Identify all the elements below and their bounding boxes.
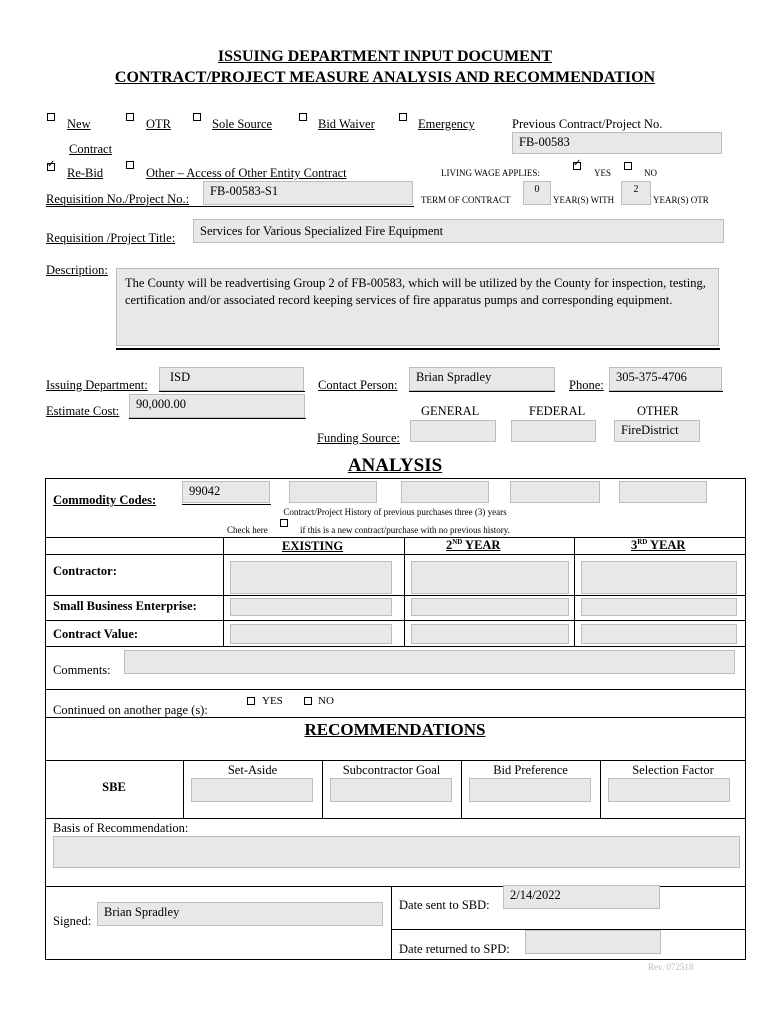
analysis-title: ANALYSIS xyxy=(347,455,443,476)
set-aside-header: Set-Aside xyxy=(227,763,278,777)
living-wage-label: LIVING WAGE APPLIES: xyxy=(441,168,540,178)
date-returned-label: Date returned to SPD: xyxy=(399,942,510,956)
commodity-code-1[interactable]: 99042 xyxy=(182,481,270,503)
other-checkbox[interactable] xyxy=(126,161,134,169)
sbe-2nd-year-field[interactable] xyxy=(411,598,569,616)
commodity-underline xyxy=(182,504,271,505)
grid-line xyxy=(45,760,746,761)
contractor-existing-field[interactable] xyxy=(230,561,392,594)
phone-label: Phone: xyxy=(569,378,604,392)
contractor-2nd-year-field[interactable] xyxy=(411,561,569,594)
grid-line xyxy=(45,554,746,555)
estimate-cost-field[interactable]: 90,000.00 xyxy=(129,394,305,418)
living-wage-yes-label: YES xyxy=(594,168,612,178)
other-label: Other – Access of Other Entity Contract xyxy=(146,166,347,180)
contractor-label: Contractor: xyxy=(53,564,117,578)
requisition-title-label: Requisition /Project Title: xyxy=(46,231,176,245)
living-wage-no-label: NO xyxy=(644,168,657,178)
description-label: Description: xyxy=(46,263,108,277)
description-field[interactable]: The County will be readvertising Group 2 of FB-00583, which will be utilized by the County for inspection, testing, certification and/or associated record keeping services of fire apparatus pumps and corresponding equipment. xyxy=(116,268,719,346)
contractor-3rd-year-field[interactable] xyxy=(581,561,737,594)
date-sent-field[interactable]: 2/14/2022 xyxy=(503,885,660,909)
funding-source-label: Funding Source: xyxy=(317,431,400,445)
bid-waiver-label: Bid Waiver xyxy=(318,117,375,131)
commodity-code-3[interactable] xyxy=(401,481,489,503)
signed-label: Signed: xyxy=(53,914,92,928)
term-years-label: YEAR(S) WITH xyxy=(553,195,615,205)
issuing-department-label: Issuing Department: xyxy=(46,378,148,392)
new-history-checkbox[interactable] xyxy=(280,519,288,527)
grid-line xyxy=(404,537,405,646)
otr-label: OTR xyxy=(146,117,171,131)
continued-label: Continued on another page (s): xyxy=(53,703,208,717)
rebid-checkbox[interactable] xyxy=(47,163,55,171)
issuing-department-field[interactable]: ISD xyxy=(159,367,304,391)
commodity-codes-label: Commodity Codes: xyxy=(53,493,157,507)
continued-no-checkbox[interactable] xyxy=(304,697,312,705)
rebid-label: Re-Bid xyxy=(67,166,104,180)
phone-underline xyxy=(609,391,723,392)
funding-federal-label: FEDERAL xyxy=(529,404,586,418)
description-underline xyxy=(116,348,720,350)
estimate-cost-underline xyxy=(129,418,306,419)
continued-yes-checkbox[interactable] xyxy=(247,697,255,705)
basis-label: Basis of Recommendation: xyxy=(53,821,189,835)
selection-factor-header: Selection Factor xyxy=(632,763,714,777)
grid-line xyxy=(574,537,575,646)
third-year-header: 3RD YEAR xyxy=(631,538,686,553)
contact-person-field[interactable]: Brian Spradley xyxy=(409,367,555,391)
grid-line xyxy=(45,818,746,819)
bid-preference-header: Bid Preference xyxy=(493,763,568,777)
commodity-code-5[interactable] xyxy=(619,481,707,503)
commodity-code-2[interactable] xyxy=(289,481,377,503)
requisition-no-field[interactable]: FB-00583-S1 xyxy=(203,181,413,205)
value-2nd-year-field[interactable] xyxy=(411,624,569,644)
grid-line xyxy=(45,620,746,621)
subcontractor-goal-field[interactable] xyxy=(330,778,452,802)
document-subtitle: CONTRACT/PROJECT MEASURE ANALYSIS AND RECOMMENDATION xyxy=(114,69,656,86)
grid-line xyxy=(45,595,746,596)
emergency-checkbox[interactable] xyxy=(399,113,407,121)
commodity-code-4[interactable] xyxy=(510,481,600,503)
date-sent-label: Date sent to SBD: xyxy=(399,898,490,912)
estimate-cost-label: Estimate Cost: xyxy=(46,404,120,418)
comments-field[interactable] xyxy=(124,650,735,674)
grid-line xyxy=(45,717,746,718)
history-text: Contract/Project History of previous purchases three (3) years xyxy=(283,507,507,517)
contact-person-underline xyxy=(409,391,555,392)
bid-waiver-checkbox[interactable] xyxy=(299,113,307,121)
check-here-text: if this is a new contract/purchase with no previous history. xyxy=(300,525,510,535)
sbe-label: SBE xyxy=(102,780,126,794)
recommendations-title: RECOMMENDATIONS xyxy=(304,720,486,739)
term-label: TERM OF CONTRACT xyxy=(421,195,511,205)
previous-contract-field[interactable]: FB-00583 xyxy=(512,132,722,154)
funding-federal-field[interactable] xyxy=(511,420,596,442)
value-existing-field[interactable] xyxy=(230,624,392,644)
requisition-no-label: Requisition No./Project No.: xyxy=(46,192,190,206)
document-title: ISSUING DEPARTMENT INPUT DOCUMENT xyxy=(217,48,553,65)
sbe-3rd-year-field[interactable] xyxy=(581,598,737,616)
emergency-label: Emergency xyxy=(418,117,475,131)
sole-source-label: Sole Source xyxy=(212,117,273,131)
existing-header: EXISTING xyxy=(282,539,344,553)
funding-other-field[interactable]: FireDistrict xyxy=(614,420,700,442)
selection-factor-field[interactable] xyxy=(608,778,730,802)
new-label-contract: Contract xyxy=(69,142,113,156)
term-otr-label: YEAR(S) OTR xyxy=(653,195,709,205)
contact-person-label: Contact Person: xyxy=(318,378,398,392)
bid-preference-field[interactable] xyxy=(469,778,591,802)
funding-other-label: OTHER xyxy=(637,404,679,418)
living-wage-no-checkbox[interactable] xyxy=(624,162,632,170)
small-business-label: Small Business Enterprise: xyxy=(53,599,197,613)
date-returned-field[interactable] xyxy=(525,930,661,954)
new-label: New xyxy=(67,117,91,131)
value-3rd-year-field[interactable] xyxy=(581,624,737,644)
term-otr-field[interactable]: 2 xyxy=(621,181,651,205)
signed-field[interactable]: Brian Spradley xyxy=(97,902,383,926)
continued-no-label: NO xyxy=(318,695,334,707)
revision-label: Rev. 072518 xyxy=(648,962,694,972)
comments-label: Comments: xyxy=(53,663,111,677)
funding-general-label: GENERAL xyxy=(421,404,480,418)
subcontractor-goal-header: Subcontractor Goal xyxy=(342,763,441,777)
requisition-title-field[interactable]: Services for Various Specialized Fire Equipment xyxy=(193,219,724,243)
previous-contract-label: Previous Contract/Project No. xyxy=(512,117,663,131)
funding-general-field[interactable] xyxy=(410,420,496,442)
basis-field[interactable] xyxy=(53,836,740,868)
issuing-department-underline xyxy=(159,391,305,392)
term-years-field[interactable]: 0 xyxy=(523,181,551,205)
contract-value-label: Contract Value: xyxy=(53,627,139,641)
grid-line xyxy=(223,537,224,646)
sole-source-checkbox[interactable] xyxy=(193,113,201,121)
grid-line xyxy=(45,689,746,690)
continued-yes-label: YES xyxy=(262,695,283,707)
new-checkbox[interactable] xyxy=(47,113,55,121)
phone-field[interactable]: 305-375-4706 xyxy=(609,367,722,391)
second-year-header: 2ND YEAR xyxy=(446,538,501,553)
set-aside-field[interactable] xyxy=(191,778,313,802)
living-wage-yes-checkbox[interactable] xyxy=(573,162,581,170)
check-here-label: Check here xyxy=(227,525,268,535)
otr-checkbox[interactable] xyxy=(126,113,134,121)
sbe-existing-field[interactable] xyxy=(230,598,392,616)
grid-line xyxy=(391,886,392,960)
requisition-no-underline xyxy=(46,206,414,207)
grid-line xyxy=(45,646,746,647)
